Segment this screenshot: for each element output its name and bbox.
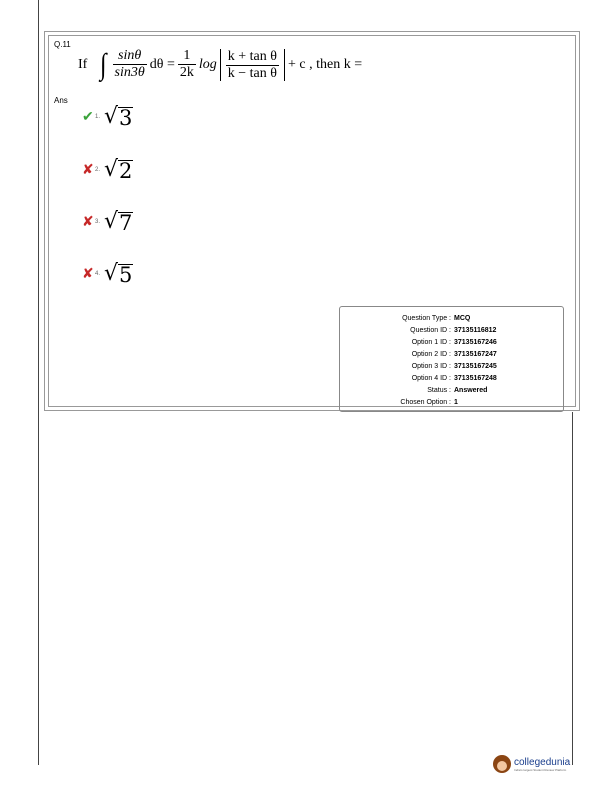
integrand-denominator: sin3θ [114,65,145,80]
integrand-fraction [113,49,147,80]
integrand-numerator: sinθ [118,48,142,64]
option-value: √ 2 [104,157,133,183]
logo-name: collegedunia [514,756,571,768]
coefficient-numerator: 1 [183,48,191,64]
mascot-icon [493,755,511,773]
logo-text [514,757,570,772]
log-argument-fraction [226,50,279,81]
check-icon: ✔ [82,108,94,124]
option-number: 1. [95,113,101,120]
log-numerator: k + tan θ [227,48,277,64]
sqrt-icon: √ [104,157,119,182]
meta-row-question-id: Question ID : 37135116812 [410,326,497,334]
coefficient-denominator: 2k [179,65,194,80]
question-metadata-box [339,306,564,412]
option-value: √ 7 [104,209,133,235]
option-number: 2. [95,166,101,173]
option-value: √ 3 [104,104,133,130]
question-panel-inner [48,35,576,407]
logo-tagline: India's largest Student Review Platform [514,767,567,772]
meta-row-option4-id: Option 4 ID : 37135167248 [411,374,497,382]
question-suffix: + c , then k = [287,57,363,72]
meta-row-chosen-option: Chosen Option : 1 [400,398,458,406]
differential: dθ = [149,57,175,72]
log-denominator: k − tan θ [227,65,277,81]
question-number: Q.11 [54,40,71,49]
page-left-border [38,0,39,765]
collegedunia-logo [493,755,570,773]
question-text [78,48,362,82]
question-prefix: If [78,57,88,72]
option-1 [82,104,133,129]
option-value: √ 5 [104,261,133,287]
integral-sign: ∫ [100,48,107,81]
coefficient-fraction [178,49,196,80]
sqrt-icon: √ [104,209,119,234]
meta-row-question-type: Question Type : MCQ [402,314,471,322]
answer-label: Ans [54,96,68,105]
page-right-border [572,412,573,765]
option-3 [82,209,133,234]
sqrt-icon: √ [104,261,119,286]
meta-row-status: Status : Answered [427,386,488,394]
cross-icon: ✘ [82,265,94,281]
option-number: 3. [95,218,101,225]
log-function: log [198,57,217,72]
absolute-value [220,49,285,81]
meta-row-option3-id: Option 3 ID : 37135167245 [411,362,497,370]
question-panel [44,31,580,411]
sqrt-icon: √ [104,104,119,129]
cross-icon: ✘ [82,161,94,177]
meta-row-option1-id: Option 1 ID : 37135167246 [411,338,497,346]
meta-row-option2-id: Option 2 ID : 37135167247 [411,350,497,358]
cross-icon: ✘ [82,213,94,229]
option-number: 4. [95,270,101,277]
option-2 [82,157,133,182]
option-4 [82,261,133,286]
